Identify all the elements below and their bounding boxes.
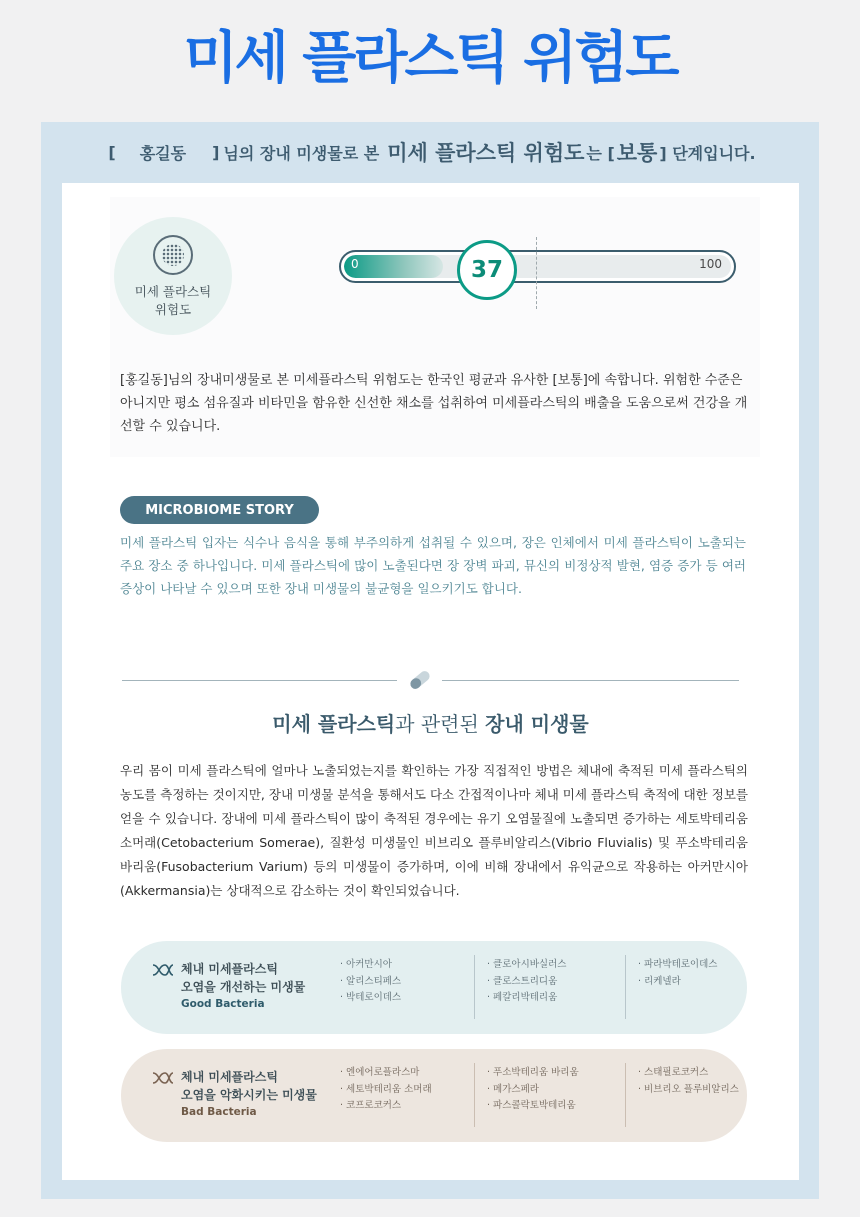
list-item: · 코프로코커스 xyxy=(340,1098,432,1115)
bad-title-english: Bad Bacteria xyxy=(181,1106,257,1118)
column-divider xyxy=(625,955,626,1019)
column-divider xyxy=(474,955,475,1019)
page-title: 미세 플라스틱 위험도 xyxy=(183,26,677,91)
bad-title-line2: 오염을 악화시키는 미생물 xyxy=(181,1088,317,1102)
list-item: · 세토박테리움 소머래 xyxy=(340,1082,432,1099)
risk-summary: [홍길동]님의 장내미생물로 본 미세플라스틱 위험도는 한국인 평균과 유사한 [보통]에 속합니다. 위험한 수준은 아니지만 평소 섬유질과 비타민을 함유한 신선한 채소를 섭취하여 미세플라스틱의 배출을 도움으로써 건강을 개선할 수 있습니다. xyxy=(120,373,748,434)
good-bacteria-panel xyxy=(121,941,747,1034)
risk-headline xyxy=(41,122,819,182)
column-divider xyxy=(474,1063,475,1127)
user-name: 홍길동 xyxy=(139,143,187,163)
list-item: · 메가스페라 xyxy=(487,1082,579,1099)
story-label: MICROBIOME STORY xyxy=(120,496,319,524)
badge-label-line1: 미세 플라스틱 xyxy=(134,284,212,299)
bad-bacteria-panel xyxy=(121,1049,747,1142)
good-list-col2 xyxy=(487,957,566,1007)
list-item: · 파스콜락토박테리움 xyxy=(487,1098,579,1115)
list-item: · 클로아시바실러스 xyxy=(487,957,566,974)
microplastic-icon xyxy=(153,235,193,275)
good-list-col3 xyxy=(638,957,717,990)
divider-right xyxy=(442,680,739,681)
badge-label-line2: 위험도 xyxy=(154,302,192,317)
risk-badge xyxy=(114,217,232,335)
risk-panel xyxy=(110,197,760,457)
dna-icon xyxy=(151,1071,175,1085)
section-title-part1: 미세 플라스틱 xyxy=(272,712,396,736)
list-item: · 박테로이데스 xyxy=(340,990,401,1007)
good-list-col1 xyxy=(340,957,401,1007)
column-divider xyxy=(625,1063,626,1127)
risk-gauge xyxy=(339,250,736,283)
list-item: · 페칼리박테리움 xyxy=(487,990,566,1007)
report-frame xyxy=(41,122,819,1199)
capsule-icon xyxy=(407,668,433,692)
bad-title-line1: 체내 미세플라스틱 xyxy=(181,1070,278,1084)
headline-emphasis: 미세 플라스틱 위험도 xyxy=(387,141,585,165)
bad-list-col1 xyxy=(340,1065,432,1115)
list-item: · 비브리오 플루비알리스 xyxy=(638,1082,739,1099)
list-item: · 스태필로코커스 xyxy=(638,1065,739,1082)
report-card xyxy=(62,183,799,1180)
list-item: · 리케넬라 xyxy=(638,974,717,991)
story-text: 미세 플라스틱 입자는 식수나 음식을 통해 부주의하게 섭취될 수 있으며, 장은 인체에서 미세 플라스틱이 노출되는주요 장소 중 하나입니다. 미세 플라스틱에 많이 노출된다면 장 장벽 파괴, 뮤신의 비정상적 발현, 염증 증가 등 여러 증상이 나타날 수 있으며 또한 장내 미생물의 불균형을 일으키기도 합니다. xyxy=(120,535,746,596)
gauge-min-label: 0 xyxy=(351,257,359,271)
headline-middle: 님의 장내 미생물로 본 xyxy=(223,143,380,163)
bracket-open: [ xyxy=(108,142,116,162)
headline-suffix-1: 는 [ xyxy=(586,143,615,163)
bad-list-col2 xyxy=(487,1065,579,1115)
section-title xyxy=(62,708,799,737)
good-title-line1: 체내 미세플라스틱 xyxy=(181,962,278,976)
good-title-english: Good Bacteria xyxy=(181,998,265,1010)
gauge-fill xyxy=(344,255,443,278)
bracket-close: ] xyxy=(212,142,220,162)
list-item: · 아커만시아 xyxy=(340,957,401,974)
gauge-max-label: 100 xyxy=(699,257,722,271)
bad-list-col3 xyxy=(638,1065,739,1098)
list-item: · 파라박테로이데스 xyxy=(638,957,717,974)
divider-left xyxy=(122,680,397,681)
average-marker xyxy=(536,237,537,309)
list-item: · 알리스티페스 xyxy=(340,974,401,991)
list-item: · 엔에어로플라스마 xyxy=(340,1065,432,1082)
section-title-part3: 장내 미생물 xyxy=(485,712,589,736)
good-title-line2: 오염을 개선하는 미생물 xyxy=(181,980,306,994)
section-body: 우리 몸이 미세 플라스틱에 얼마나 노출되었는지를 확인하는 가장 직접적인 방법은 체내에 축적된 미세 플라스틱의 농도를 측정하는 것이지만, 장내 미생물 분석을 통해서도 다소 간접적이나마 체내 미세 플라스틱 축적에 대한 정보를 얻을 수 있습니다. 장내에 미세 플라스틱이 많이 축적된 경우에는 유기 오염물질에 노출되면 증가하는 세토박테리움 소머래(Cetobacterium Somerae), 질환성 미생물인 비브리오 플루비알리스(Vibrio Fluvialis) 및 푸소박테리움 바리움(Fusobacterium Varium) 등의 미생물이 증가하며, 이에 비해 장내에서 유익균으로 작용하는 아커만시아(Akkermansia)는 상대적으로 감소하는 것이 확인되었습니다. xyxy=(120,763,748,898)
list-item: · 푸소박테리움 바리움 xyxy=(487,1065,579,1082)
list-item: · 클로스트리디움 xyxy=(487,974,566,991)
risk-score: 37 xyxy=(457,240,517,300)
section-title-part2: 과 관련된 xyxy=(395,712,479,736)
headline-suffix-2: ] 단계입니다. xyxy=(659,143,756,163)
dna-icon xyxy=(151,963,175,977)
risk-level: 보통 xyxy=(616,141,658,165)
